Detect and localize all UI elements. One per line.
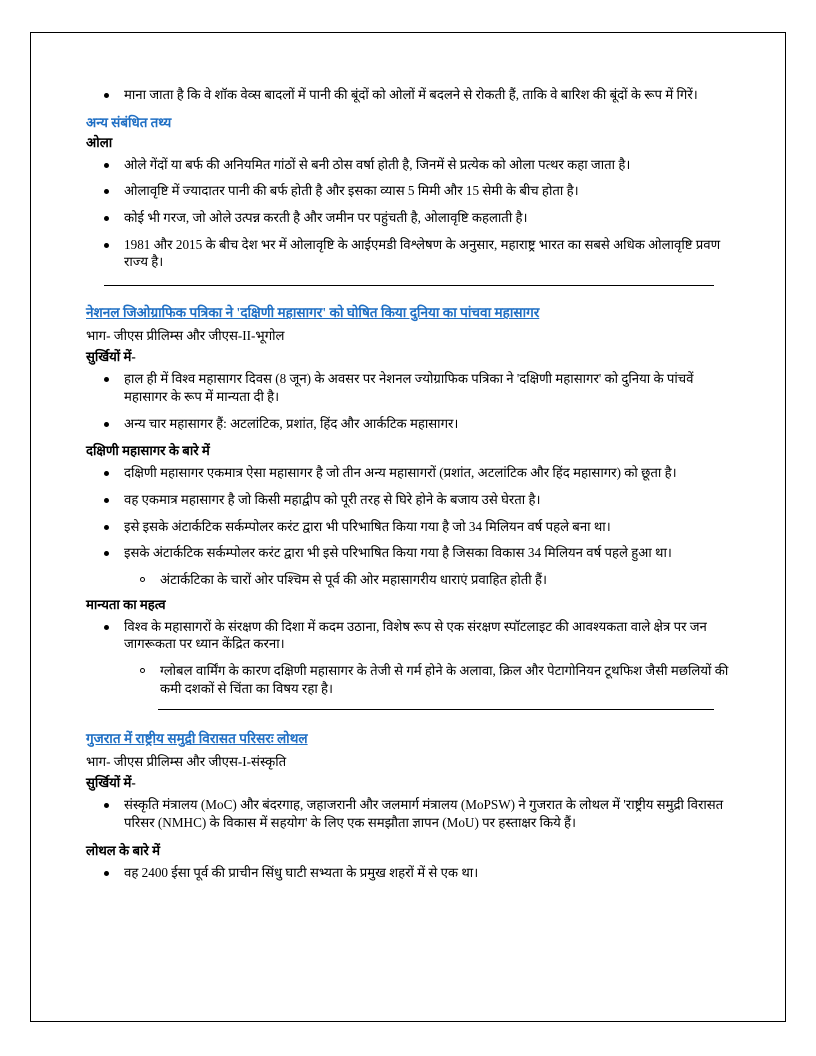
southern-ocean-about-sub-bullets — [122, 571, 732, 589]
hail-bullets — [86, 156, 732, 271]
significance-bullets — [86, 618, 732, 653]
southern-ocean-about-bullets — [86, 464, 732, 562]
lothal-about-bullets — [86, 864, 732, 882]
list-item: वह 2400 ईसा पूर्व की प्राचीन सिंधु घाटी सभ्यता के प्रमुख शहरों में से एक था। — [86, 864, 732, 882]
document-content — [86, 86, 732, 890]
southern-ocean-news-heading: सुर्खियों में- — [86, 349, 136, 365]
list-item: 1981 और 2015 के बीच देश भर में ओलावृष्टि के आईएमडी विश्लेषण के अनुसार, महाराष्ट्र भारत का सबसे अधिक ओलावृष्टि प्रवण राज्य है। — [86, 236, 732, 271]
section-divider-2 — [158, 709, 714, 710]
list-item: ओले गेंदों या बर्फ की अनियमित गांठों से बनी ठोस वर्षा होती है, जिनमें से प्रत्येक को ओला पत्थर कहा जाता है। — [86, 156, 732, 174]
lothal-news-heading: सुर्खियों में- — [86, 775, 136, 791]
list-item: इसके अंटार्कटिक सर्कम्पोलर करंट द्वारा भी इसे परिभाषित किया गया है जिसका विकास 34 मिलियन वर्ष पहले हुआ था। — [86, 544, 732, 562]
list-item: दक्षिणी महासागर एकमात्र ऐसा महासागर है जो तीन अन्य महासागरों (प्रशांत, अटलांटिक और हिंद महासागर) को छूता है। — [86, 464, 732, 482]
list-item: ग्लोबल वार्मिंग के कारण दक्षिणी महासागर के तेजी से गर्म होने के अलावा, क्रिल और पेटागोनियन टूथफिश जैसी मछलियों की कमी दशकों से चिंता का विषय रहा है। — [122, 662, 732, 697]
list-item: अंटार्कटिका के चारों ओर पश्चिम से पूर्व की ओर महासागरीय धाराएं प्रवाहित होती हैं। — [122, 571, 732, 589]
list-item: माना जाता है कि वे शॉक वेव्स बादलों में पानी की बूंदों को ओलों में बदलने से रोकती हैं, ताकि वे बारिश की बूंदों के रूप में गिरें। — [86, 86, 732, 104]
other-related-facts-heading: अन्य संबंधित तथ्य — [86, 114, 172, 130]
southern-ocean-about-heading: दक्षिणी महासागर के बारे में — [86, 443, 210, 459]
list-item: संस्कृति मंत्रालय (MoC) और बंदरगाह, जहाजरानी और जलमार्ग मंत्रालय (MoPSW) ने गुजरात के लोथल में 'राष्ट्रीय समुद्री विरासत परिसर (NMHC) के विकास में सहयोग' के लिए एक समझौता ज्ञापन (MoU) पर हस्ताक्षर किये हैं। — [86, 796, 732, 831]
significance-heading: मान्यता का महत्व — [86, 596, 166, 612]
list-item: हाल ही में विश्व महासागर दिवस (8 जून) के अवसर पर नेशनल ज्योग्राफिक पत्रिका ने 'दक्षिणी महासागर' को दुनिया के पांचवें महासागर के रूप में मान्यता दी है। — [86, 370, 732, 405]
list-item: वह एकमात्र महासागर है जो किसी महाद्वीप को पूरी तरह से घिरे होने के बजाय उसे घेरता है। — [86, 491, 732, 509]
list-item: विश्व के महासागरों के संरक्षण की दिशा में कदम उठाना, विशेष रूप से एक संरक्षण स्पॉटलाइट की आवश्यकता वाले क्षेत्र पर जन जागरूकता पर ध्यान केंद्रित करना। — [86, 618, 732, 653]
southern-ocean-part-line: भाग- जीएस प्रीलिम्स और जीएस-II-भूगोल — [86, 328, 285, 344]
lothal-title[interactable]: गुजरात में राष्ट्रीय समुद्री विरासत परिसरः लोथल — [86, 731, 308, 747]
hail-top-bullets — [86, 86, 732, 104]
list-item: कोई भी गरज, जो ओले उत्पन्न करती है और जमीन पर पहुंचती है, ओलावृष्टि कहलाती है। — [86, 209, 732, 227]
section-divider — [104, 285, 714, 286]
list-item: इसे इसके अंटार्कटिक सर्कम्पोलर करंट द्वारा भी परिभाषित किया गया है जो 34 मिलियन वर्ष पहले बना था। — [86, 518, 732, 536]
southern-ocean-title[interactable]: नेशनल जिओग्राफिक पत्रिका ने 'दक्षिणी महासागर' को घोषित किया दुनिया का पांचवा महासागर — [86, 305, 540, 321]
lothal-about-heading: लोथल के बारे में — [86, 842, 160, 858]
list-item: ओलावृष्टि में ज्यादातर पानी की बर्फ होती है और इसका व्यास 5 मिमी और 15 सेमी के बीच होता है। — [86, 182, 732, 200]
hail-heading: ओला — [86, 134, 113, 150]
list-item: अन्य चार महासागर हैं: अटलांटिक, प्रशांत, हिंद और आर्कटिक महासागर। — [86, 415, 732, 433]
lothal-part-line: भाग- जीएस प्रीलिम्स और जीएस-I-संस्कृति — [86, 754, 287, 770]
southern-ocean-news-bullets — [86, 370, 732, 432]
lothal-news-bullets — [86, 796, 732, 831]
significance-sub-bullets — [122, 662, 732, 697]
